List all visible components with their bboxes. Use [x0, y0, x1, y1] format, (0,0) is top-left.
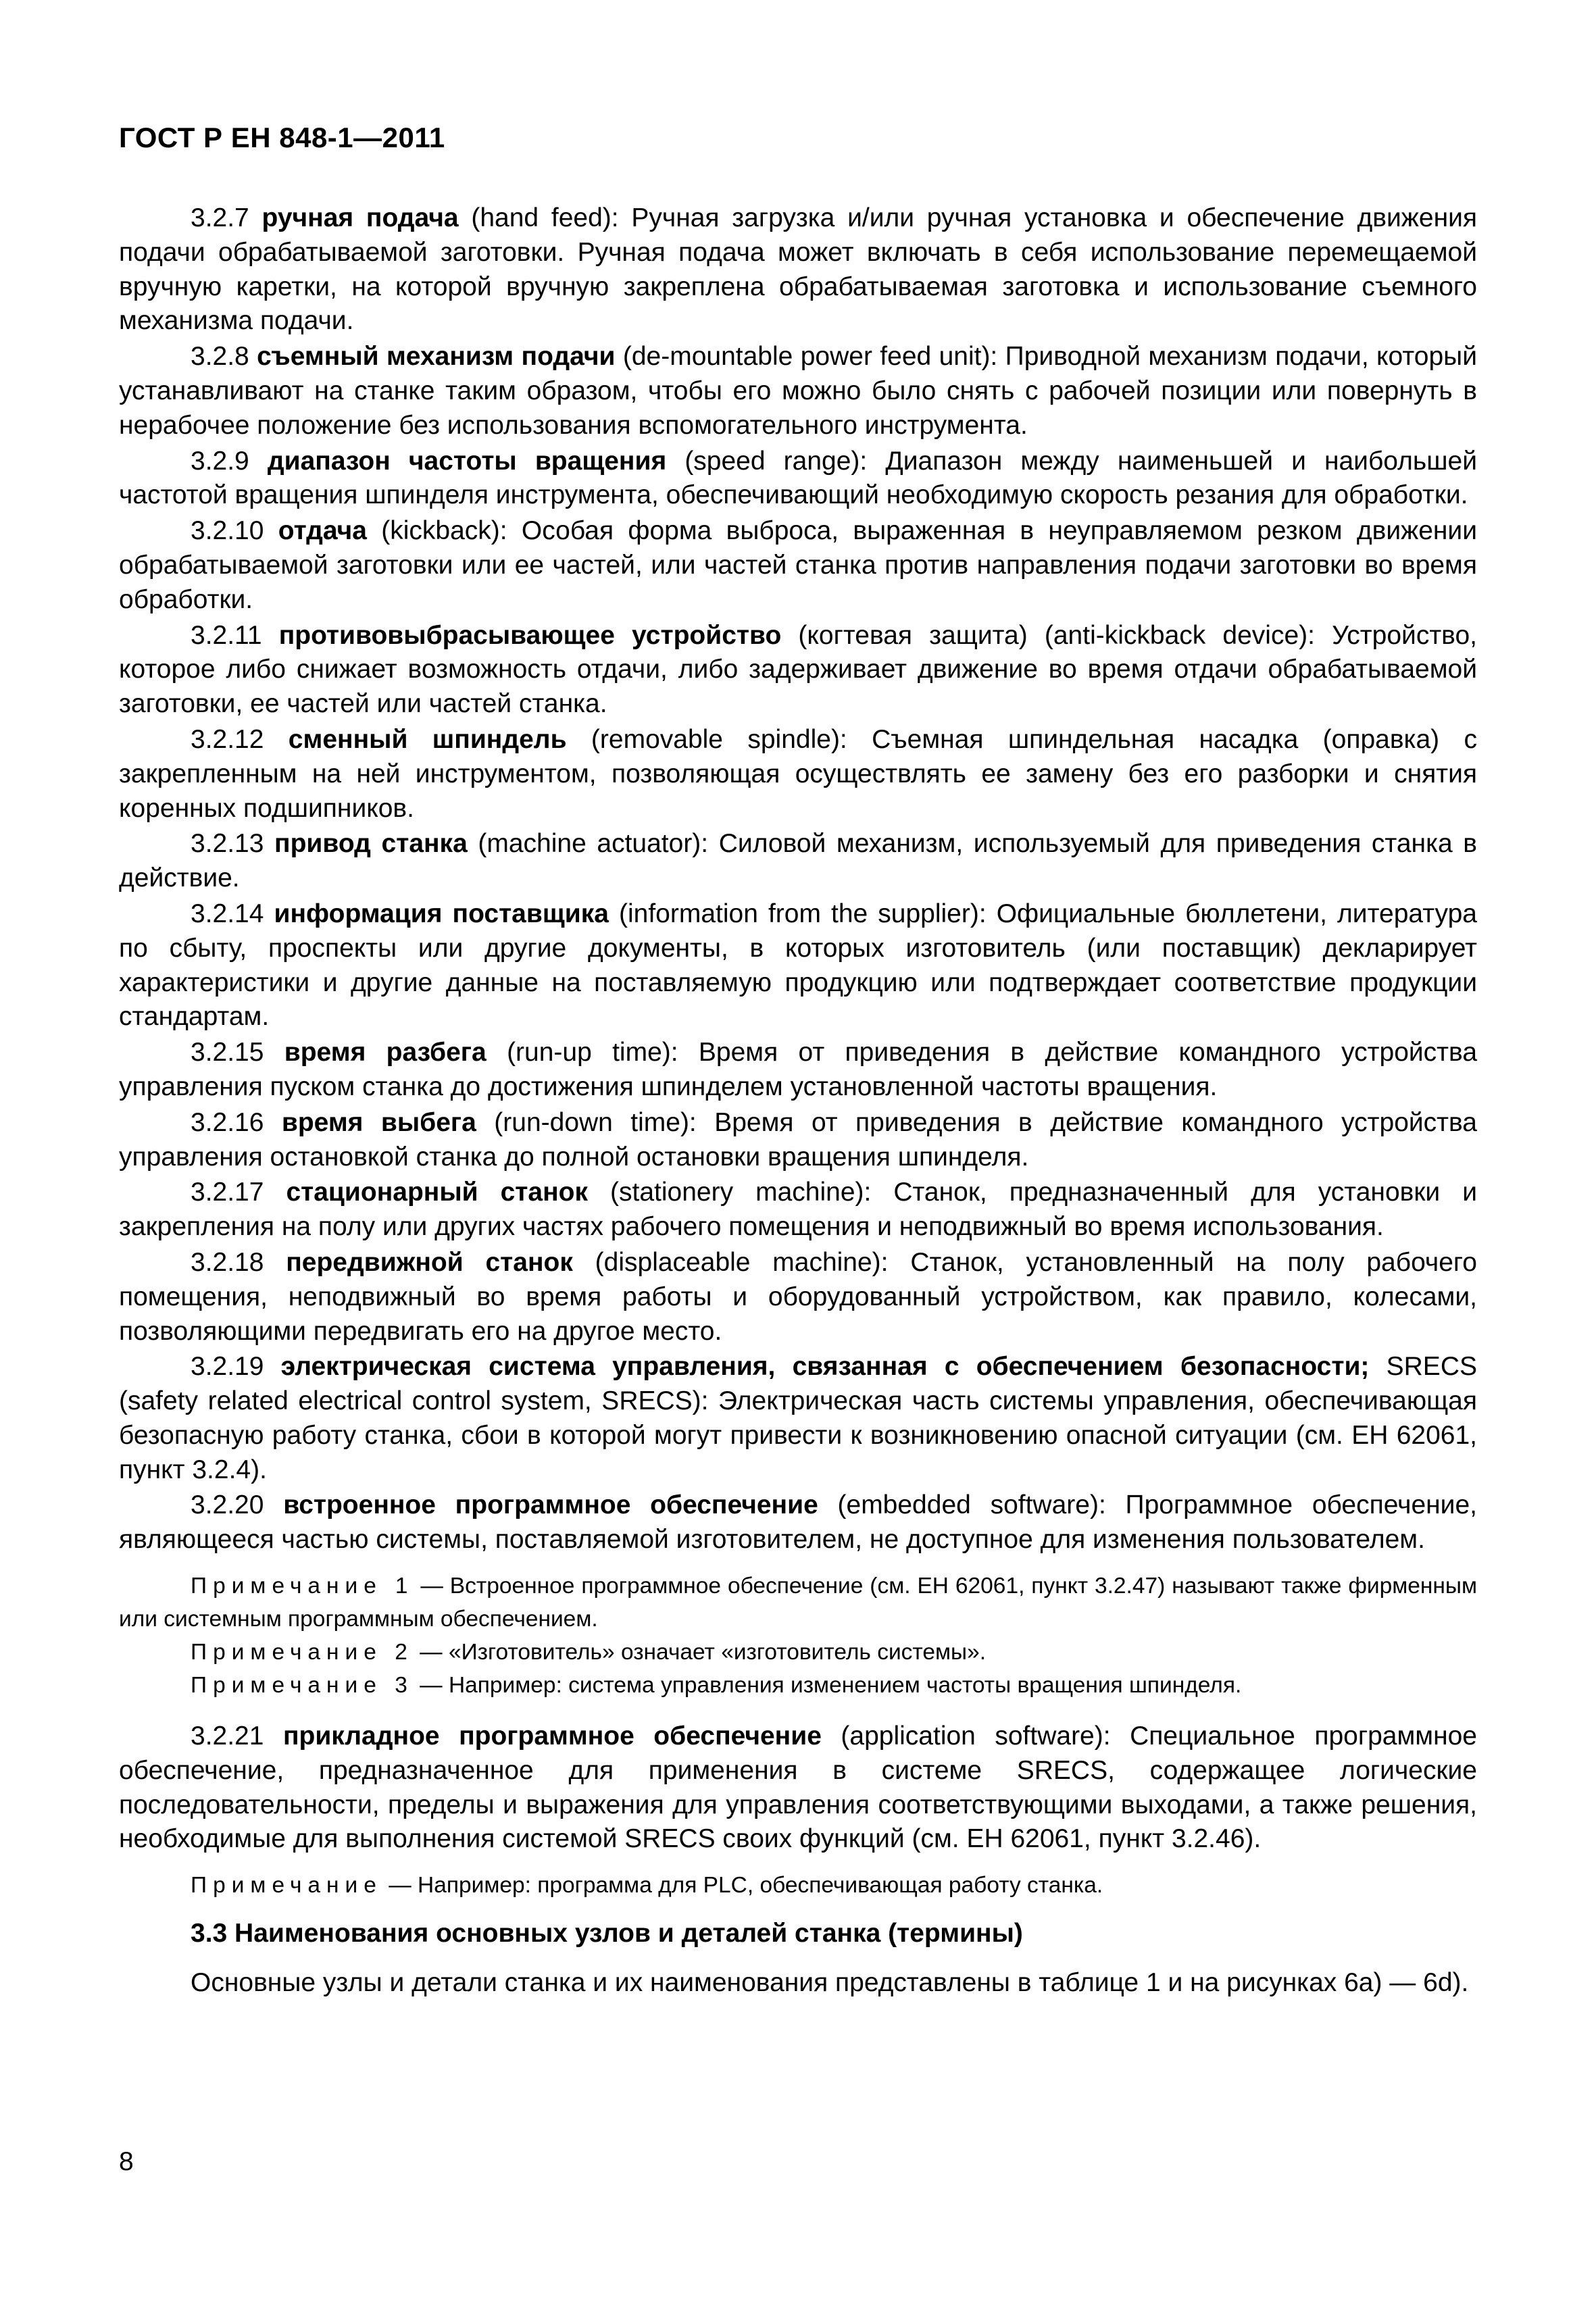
note-text: — Например: программа для PLC, обеспечивающая работу станка.: [389, 1873, 1103, 1898]
note-label: Примечание: [191, 1873, 382, 1898]
term-definition: Особая форма выброса, выраженная в неуправляемом резком движении обрабатываемой заготовки или ее частей, или частей станка против направления подачи заготовки во время обработки.: [119, 516, 1478, 614]
term-name: отдача: [278, 516, 367, 546]
term-number: 3.2.17: [191, 1178, 264, 1207]
term-definition: Диапазон между наименьшей и наибольшей частотой вращения шпинделя инструмента, обеспечивающий необходимую скорость резания для обработки.: [119, 446, 1477, 510]
standard-code-header: ГОСТ Р ЕН 848-1—2011: [119, 122, 445, 153]
term-name: сменный шпиндель: [288, 724, 567, 754]
term-definition: Специальное программное обеспечение, предназначенное для применения в системе SRECS, содержащее логические последовательности, пределы и выражения для управления соответствующими выходами, а также решения, необходимые для выполнения системой SRECS своих функций (см. ЕН 62061, пункт 3.2.46).: [119, 1721, 1477, 1854]
term-3-2-21: [119, 1719, 1477, 1857]
term-number: 3.2.9: [191, 446, 249, 476]
section-3-3-heading: 3.3 Наименования основных узлов и деталей станка (термины): [191, 1919, 1023, 1948]
term-name: время выбега: [281, 1107, 476, 1137]
term-number: 3.2.20: [191, 1490, 264, 1520]
page-number: 8: [119, 2147, 134, 2176]
term-name: прикладное программное обеспечение: [282, 1721, 822, 1751]
term-english: (removable spindle):: [591, 724, 847, 754]
term-3-2-17: [119, 1176, 1477, 1244]
term-definition: Силовой механизм, используемый для приведения станка в действие.: [119, 829, 1478, 893]
note-text: — Например: система управления изменением частоты вращения шпинделя.: [420, 1673, 1242, 1699]
term-definition: Приводной механизм подачи, который устанавливают на станке таким образом, чтобы его можно было снять с рабочей позиции или повернуть в нерабочее положение без использования вспомогательного инструмента.: [119, 342, 1477, 440]
term-3-2-13: [119, 827, 1477, 896]
term-name: информация поставщика: [274, 899, 609, 928]
term-number: 3.2.12: [191, 724, 264, 754]
term-number: 3.2.8: [191, 342, 249, 372]
term-number: 3.2.11: [191, 620, 262, 650]
term-english: (application software):: [841, 1721, 1111, 1751]
term-english: (run-down time):: [494, 1107, 697, 1137]
section-3-3-text: Основные узлы и детали станка и их наименования представлены в таблице 1 и на рисунках 6а) — 6d).: [191, 1968, 1469, 1998]
term-number: 3.2.13: [191, 829, 264, 859]
term-english: (embedded software):: [837, 1490, 1106, 1520]
term-name: ручная подача: [261, 203, 459, 232]
term-definition: Официальные бюллетени, литература по сбыту, проспекты или другие документы, в которых изготовитель (или поставщик) декларирует характеристики и другие данные на поставляемую продукцию или подтверждает соответствие продукции стандартам.: [119, 899, 1477, 1032]
term-english: (machine actuator):: [478, 829, 709, 859]
term-name: электрическая система управления, связанная с обеспечением безопасности;: [280, 1352, 1370, 1382]
term-name: передвижной станок: [286, 1247, 573, 1277]
term-3-2-19: [119, 1350, 1477, 1487]
term-number: 3.2.10: [191, 516, 264, 546]
note-2: [119, 1636, 1477, 1669]
term-english: SRECS (safety related electrical control system, SRECS):: [119, 1352, 1477, 1416]
term-3-2-14: [119, 897, 1477, 1034]
term-name: противовыбрасывающее устройство: [278, 620, 782, 650]
term-3-2-8: [119, 340, 1477, 443]
term-english: (speed range):: [684, 446, 868, 476]
note-label: Примечание 1: [191, 1574, 414, 1599]
term-english: (stationery machine):: [610, 1178, 872, 1207]
term-definition: Устройство, которое либо снижает возможность отдачи, либо задерживает движение во время отдачи обрабатываемой заготовки, ее частей или частей станка.: [119, 620, 1477, 719]
term-english: (displaceable machine):: [595, 1247, 889, 1277]
note-text: — «Изготовитель» означает «изготовитель системы».: [420, 1640, 987, 1665]
term-definition: Станок, установленный на полу рабочего помещения, неподвижный во время работы и оборудованный устройством, как правило, колесами, позволяющими передвигать его на другое место.: [119, 1247, 1477, 1346]
term-name: стационарный станок: [286, 1178, 588, 1207]
term-3-2-10: [119, 514, 1477, 617]
term-name: привод станка: [274, 829, 468, 859]
note-3: [119, 1669, 1477, 1702]
term-3-2-12: [119, 723, 1477, 826]
term-english: (run-up time):: [507, 1038, 678, 1067]
term-definition: Ручная загрузка и/или ручная установка и обеспечение движения подачи обрабатываемой заготовки. Ручная подача может включать в себя использование перемещаемой вручную каретки, на которой вручную закреплена обрабатываемая заготовка и использование съемного механизма подачи.: [119, 203, 1478, 336]
note-label: Примечание 2: [191, 1640, 414, 1665]
term-english: (hand feed):: [471, 203, 619, 232]
term-definition: Время от приведения в действие командного устройства управления остановкой станка до полной остановки вращения шпинделя.: [119, 1107, 1477, 1172]
note-3-2-21: [119, 1869, 1477, 1902]
term-3-2-9: [119, 445, 1477, 513]
term-number: 3.2.15: [191, 1038, 264, 1067]
term-english: (когтевая защита) (anti-kickback device):: [798, 620, 1315, 650]
term-name: время разбега: [284, 1038, 487, 1067]
document-body: [119, 201, 1477, 2001]
term-english: (information from the supplier):: [619, 899, 987, 928]
term-3-2-18: [119, 1246, 1477, 1349]
term-3-2-11: [119, 619, 1477, 722]
term-3-2-7: [119, 201, 1477, 338]
term-3-2-16: [119, 1106, 1477, 1175]
term-3-2-15: [119, 1036, 1477, 1105]
term-number: 3.2.19: [191, 1352, 264, 1382]
note-text: — Встроенное программное обеспечение (см. ЕН 62061, пункт 3.2.47) называют также фирменным или системным программным обеспечением.: [119, 1574, 1477, 1632]
term-definition: Программное обеспечение, являющееся частью системы, поставляемой изготовителем, не доступное для изменения пользователем.: [119, 1490, 1477, 1555]
note-label: Примечание 3: [191, 1673, 414, 1699]
term-3-2-20: [119, 1488, 1477, 1557]
term-definition: Съемная шпиндельная насадка (оправка) с закрепленным на ней инструментом, позволяющая осуществлять ее замену без его разборки и снятия коренных подшипников.: [119, 724, 1477, 823]
term-number: 3.2.18: [191, 1247, 264, 1277]
term-definition: Электрическая часть системы управления, обеспечивающая безопасную работу станка, сбои в которой могут привести к возникновению опасной ситуации (см. ЕН 62061, пункт 3.2.4).: [119, 1386, 1477, 1484]
term-name: диапазон частоты вращения: [267, 446, 667, 476]
term-name: встроенное программное обеспечение: [283, 1490, 818, 1520]
term-name: съемный механизм подачи: [257, 342, 616, 372]
term-english: (kickback):: [381, 516, 507, 546]
term-number: 3.2.21: [191, 1721, 264, 1751]
note-1: [119, 1569, 1477, 1636]
term-number: 3.2.7: [191, 203, 249, 232]
term-definition: Время от приведения в действие командного устройства управления пуском станка до достижения шпинделем установленной частоты вращения.: [119, 1038, 1478, 1101]
term-definition: Станок, предназначенный для установки и закрепления на полу или других частях рабочего помещения и неподвижный во время использования.: [119, 1178, 1477, 1242]
term-number: 3.2.14: [191, 899, 264, 928]
term-number: 3.2.16: [191, 1107, 264, 1137]
term-english: (de-mountable power feed unit):: [622, 342, 998, 372]
